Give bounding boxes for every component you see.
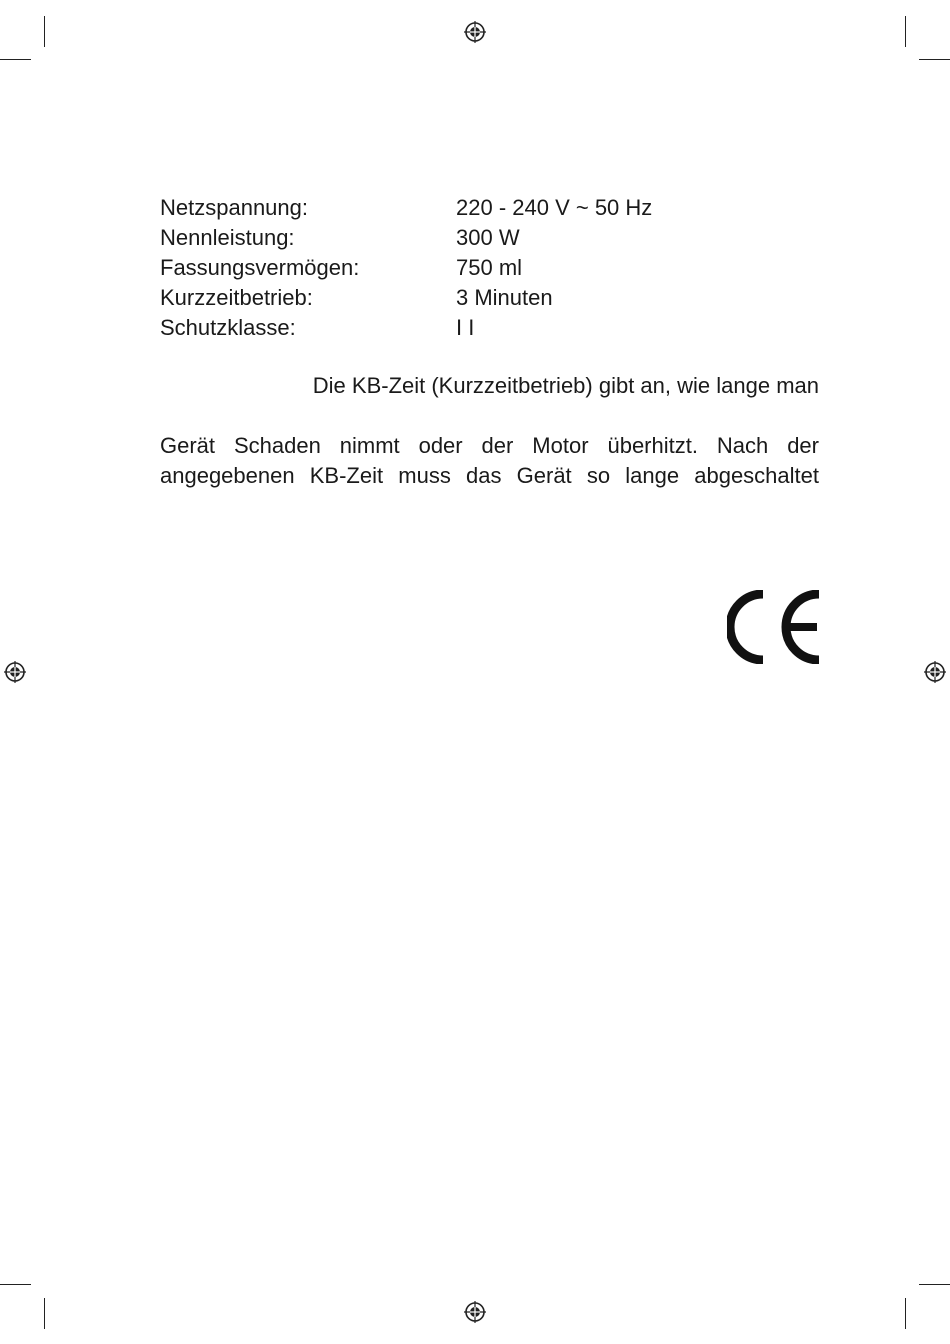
crop-mark-bottom-right-horizontal	[919, 1284, 950, 1285]
crop-mark-bottom-left-vertical	[44, 1298, 45, 1329]
registration-mark-icon	[463, 20, 487, 44]
paragraph-line: Gerät Schaden nimmt oder der Motor überhitzt. Nach der	[160, 433, 819, 458]
spec-label: Nennleistung:	[160, 225, 295, 250]
paragraph-line: angegebenen KB-Zeit muss das Gerät so lange abgeschaltet	[160, 463, 819, 488]
ce-mark-icon	[727, 590, 821, 664]
spec-row	[160, 223, 780, 253]
crop-mark-top-right-horizontal	[919, 59, 950, 60]
registration-mark-icon	[463, 1300, 487, 1324]
kb-time-explanation-paragraph	[160, 431, 819, 491]
crop-mark-top-left-horizontal	[0, 59, 31, 60]
spec-label: Fassungsvermögen:	[160, 255, 360, 280]
technical-specs	[160, 193, 780, 343]
crop-mark-top-left-vertical	[44, 16, 45, 47]
spec-row	[160, 313, 780, 343]
spec-label: Schutzklasse:	[160, 315, 296, 340]
spec-value: 3 Minuten	[456, 285, 553, 310]
crop-mark-bottom-right-vertical	[905, 1298, 906, 1329]
kb-time-intro-paragraph: Die KB-Zeit (Kurzzeitbetrieb) gibt an, wie lange man	[312, 373, 819, 398]
registration-mark-icon	[3, 660, 27, 684]
crop-mark-top-right-vertical	[905, 16, 906, 47]
spec-value: 750 ml	[456, 255, 523, 280]
registration-mark-icon	[923, 660, 947, 684]
spec-label: Kurzzeitbetrieb:	[160, 285, 313, 310]
crop-mark-bottom-left-horizontal	[0, 1284, 31, 1285]
spec-row	[160, 253, 780, 283]
spec-value: 300 W	[456, 225, 520, 250]
spec-value: I I	[456, 315, 475, 340]
spec-label: Netzspannung:	[160, 195, 308, 220]
spec-value: 220 - 240 V ~ 50 Hz	[456, 195, 653, 220]
spec-row	[160, 283, 780, 313]
spec-row	[160, 193, 780, 223]
